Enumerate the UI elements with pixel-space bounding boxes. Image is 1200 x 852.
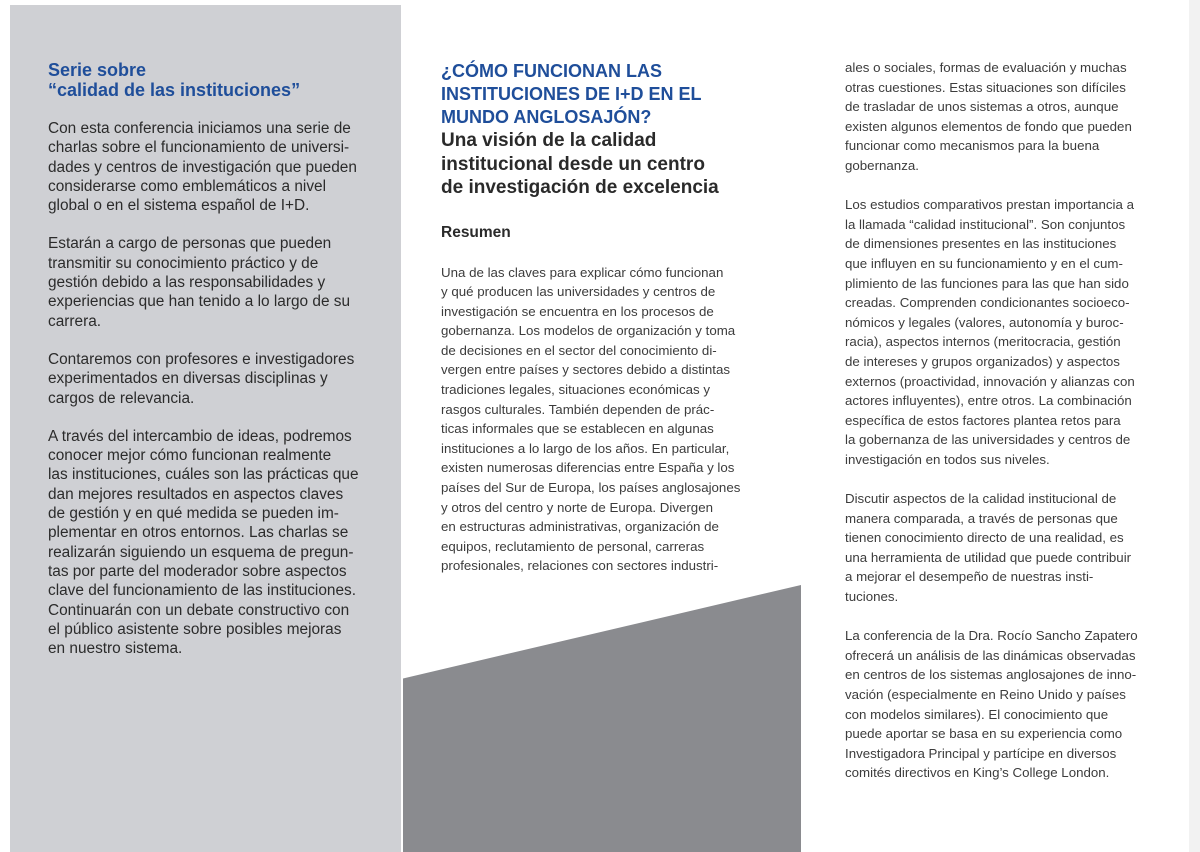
text-line: experiencias que han tenido a lo largo de su: [48, 293, 351, 311]
conference-title-line: MUNDO ANGLOSAJÓN?: [441, 107, 652, 127]
text-line: ales o sociales, formas de evaluación y muchas: [845, 60, 1127, 75]
resumen-heading: Resumen: [441, 223, 511, 241]
text-line: conocer mejor cómo funcionan realmente: [48, 447, 332, 465]
conference-subtitle-line: institucional desde un centro: [441, 153, 705, 175]
text-line: tienen conocimiento directo de una realidad, es: [845, 530, 1124, 546]
conference-subtitle-line: Una visión de la calidad: [441, 130, 657, 151]
text-line: las instituciones, cuáles son las prácticas que: [48, 466, 359, 484]
text-line: charlas sobre el funcionamiento de universi-: [48, 139, 350, 157]
conference-subtitle: [441, 129, 773, 200]
right-paragraph-estudios: [845, 195, 1170, 469]
right-paragraph-conferencia: [845, 626, 1170, 783]
text-line: creadas. Comprenden condicionantes socioeco-: [845, 295, 1130, 311]
text-line: Contaremos con profesores e investigadores: [48, 350, 355, 368]
series-title: [48, 60, 378, 100]
text-line: equipos, reclutamiento de personal, carreras: [441, 538, 705, 554]
left-paragraph-speakers: [48, 234, 378, 330]
text-line: y qué producen las universidades y centros de: [441, 284, 716, 300]
middle-column: [441, 60, 773, 596]
left-paragraph-intro: [48, 119, 378, 215]
text-line: tradiciones legales, situaciones económicas y: [441, 382, 711, 398]
text-line: existen algunos elementos de fondo que pueden: [845, 118, 1132, 134]
text-line: otras cuestiones. Estas situaciones son difíciles: [845, 79, 1126, 95]
text-line: racia), aspectos internos (meritocracia, gestión: [845, 334, 1121, 350]
text-line: gobernanza.: [845, 157, 919, 173]
text-line: a mejorar el desempeño de nuestras insti-: [845, 569, 1094, 585]
text-line: funcionar como mecanismos para la buena: [845, 138, 1100, 154]
text-line: realizarán siguiendo un esquema de pregun-: [48, 543, 354, 561]
text-line: experimentados en diversas disciplinas y: [48, 370, 328, 388]
left-column: [48, 60, 378, 677]
text-line: una herramienta de utilidad que puede contribuir: [845, 549, 1132, 565]
text-line: cargos de relevancia.: [48, 389, 195, 407]
text-line: la gobernanza de las universidades y centros de: [845, 432, 1131, 448]
text-line: rasgos culturales. También dependen de prác-: [441, 401, 715, 417]
text-line: Los estudios comparativos prestan importancia a: [845, 197, 1134, 213]
text-line: Discutir aspectos de la calidad institucional de: [845, 491, 1117, 507]
series-title-line: “calidad de las instituciones”: [48, 80, 301, 100]
text-line: de gestión y en qué medida se pueden im-: [48, 505, 339, 523]
left-paragraph-profesores: [48, 350, 378, 408]
text-line: La conferencia de la Dra. Rocío Sancho Zapatero: [845, 628, 1138, 644]
text-line: clave del funcionamiento de las instituciones.: [48, 582, 356, 600]
text-line: la llamada “calidad institucional”. Son conjuntos: [845, 216, 1126, 232]
text-line: Estarán a cargo de personas que pueden: [48, 235, 332, 253]
text-line: Continuarán con un debate constructivo con: [48, 601, 350, 619]
text-line: en estructuras administrativas, organización de: [441, 519, 719, 535]
right-edge-strip: [1189, 0, 1200, 852]
text-line: actores influyentes), entre otros. La combinación: [845, 393, 1132, 409]
text-line: en nuestro sistema.: [48, 640, 183, 658]
text-line: profesionales, relaciones con sectores industri-: [441, 558, 719, 574]
conference-subtitle-line: de investigación de excelencia: [441, 177, 719, 198]
text-line: manera comparada, a través de personas que: [845, 510, 1118, 526]
text-line: existen numerosas diferencias entre España y los: [441, 460, 735, 476]
text-line: tuciones.: [845, 589, 899, 605]
text-line: plementar en otros entornos. Las charlas se: [48, 524, 349, 542]
text-line: el público asistente sobre posibles mejoras: [48, 620, 342, 638]
text-line: investigación se encuentra en los procesos de: [441, 303, 714, 319]
series-title-line: Serie sobre: [48, 60, 147, 80]
resumen-paragraph: [441, 263, 773, 577]
text-line: de intereses y grupos organizados) y aspectos: [845, 353, 1120, 369]
text-line: instituciones a lo largo de los años. En particular,: [441, 440, 730, 456]
text-line: comités directivos en King’s College London.: [845, 765, 1110, 781]
text-line: gobernanza. Los modelos de organización y toma: [441, 323, 736, 339]
text-line: nómicos y legales (valores, autonomía y buroc-: [845, 314, 1124, 330]
conference-title-line: ¿CÓMO FUNCIONAN LAS: [441, 61, 662, 81]
text-line: global o en el sistema español de I+D.: [48, 197, 310, 215]
text-line: vación (especialmente en Reino Unido y países: [845, 687, 1126, 702]
text-line: Con esta conferencia iniciamos una serie de: [48, 120, 351, 137]
text-line: dan mejores resultados en aspectos claves: [48, 485, 344, 503]
text-line: externos (proactividad, innovación y alianzas con: [845, 373, 1135, 389]
right-paragraph-continuation: [845, 58, 1170, 176]
text-line: de decisiones en el sector del conocimiento di-: [441, 342, 717, 358]
text-line: ofrecerá un análisis de las dinámicas observadas: [845, 647, 1136, 663]
text-line: dades y centros de investigación que pueden: [48, 158, 357, 176]
text-line: con modelos similares). El conocimiento que: [845, 706, 1109, 722]
text-line: específica de estos factores plantea retos para: [845, 412, 1121, 428]
text-line: y otros del centro y norte de Europa. Divergen: [441, 499, 713, 515]
right-column: [845, 58, 1170, 803]
text-line: investigación en todos sus niveles.: [845, 451, 1050, 467]
text-line: Una de las claves para explicar cómo funcionan: [441, 264, 724, 280]
text-line: países del Sur de Europa, los países anglosajones: [441, 480, 741, 496]
text-line: que influyen en su funcionamiento y en el cum-: [845, 255, 1123, 271]
text-line: tas por parte del moderador sobre aspectos: [48, 562, 347, 580]
left-paragraph-intercambio: [48, 427, 378, 659]
text-line: en centros de los sistemas anglosajones de inno-: [845, 667, 1137, 683]
conference-title: [441, 60, 773, 129]
right-paragraph-discutir: [845, 489, 1170, 607]
text-line: plimiento de las funciones para las que han sido: [845, 275, 1129, 291]
text-line: de dimensiones presentes en las instituciones: [845, 236, 1117, 252]
text-line: vergen entre países y sectores debido a distintas: [441, 362, 731, 378]
text-line: carrera.: [48, 312, 102, 330]
gray-wedge-decoration: [403, 585, 801, 852]
text-line: ticas informales que se establecen en algunas: [441, 421, 714, 437]
text-line: gestión debido a las responsabilidades y: [48, 274, 326, 292]
conference-title-line: INSTITUCIONES DE I+D EN EL: [441, 84, 702, 104]
text-line: transmitir su conocimiento práctico y de: [48, 254, 319, 272]
text-line: Investigadora Principal y partícipe en diversos: [845, 745, 1117, 761]
text-line: A través del intercambio de ideas, podremos: [48, 427, 352, 445]
text-line: considerarse como emblemáticos a nivel: [48, 177, 327, 195]
text-line: puede aportar se basa en su experiencia como: [845, 726, 1123, 742]
text-line: de trasladar de unos sistemas a otros, aunque: [845, 99, 1119, 115]
